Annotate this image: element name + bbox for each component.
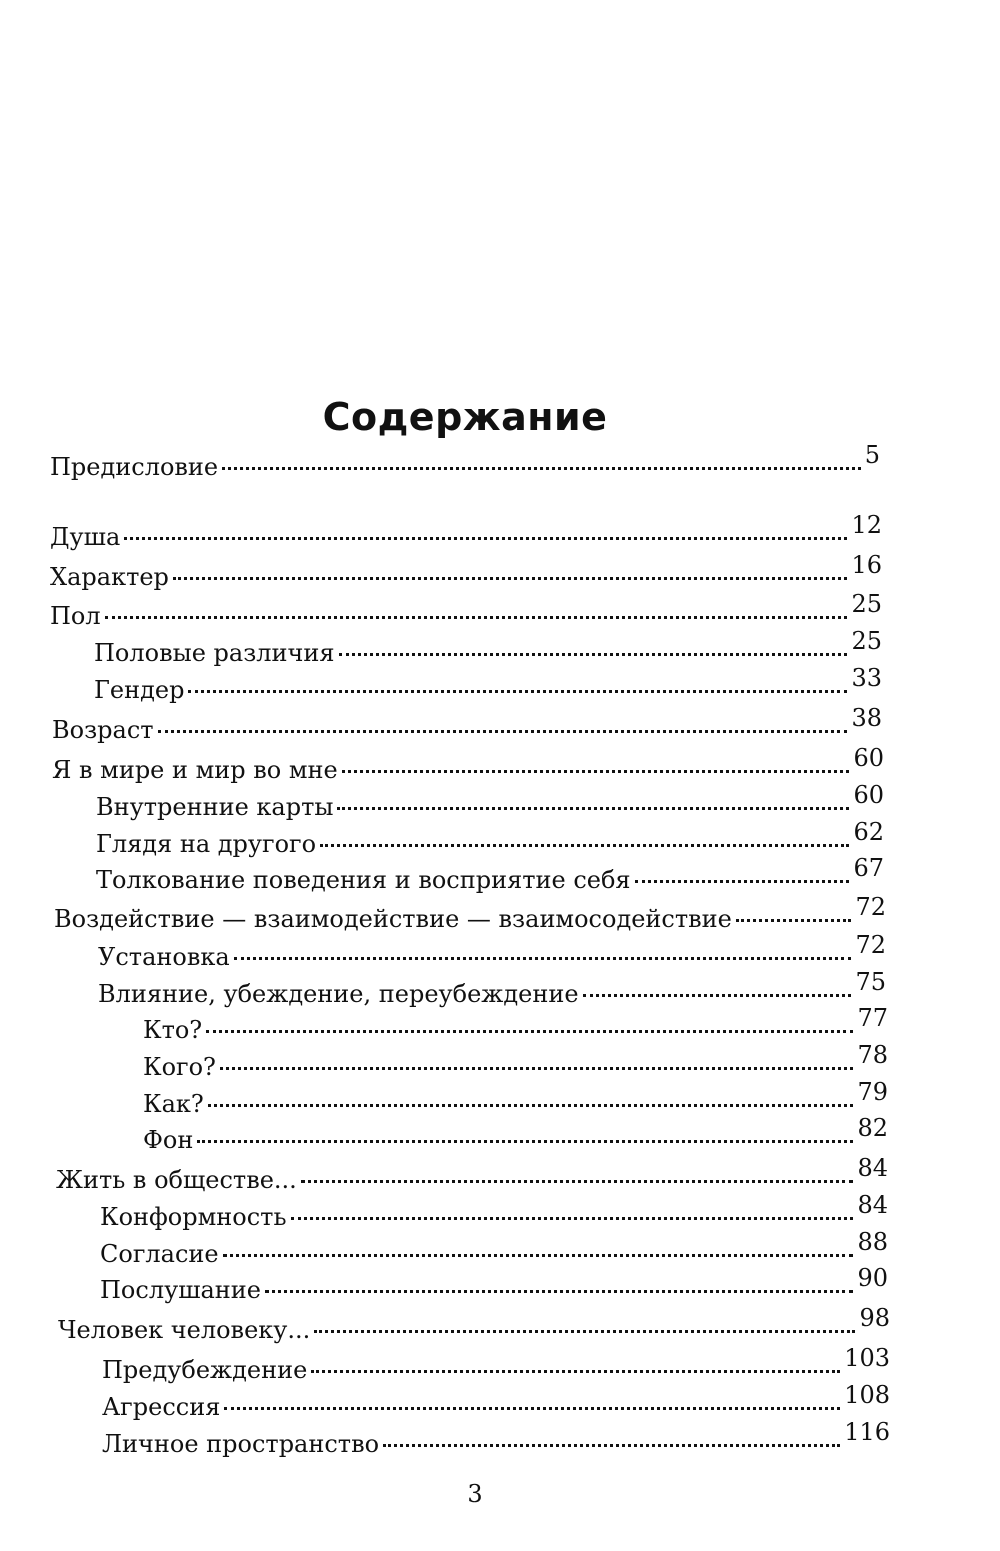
toc-entry-page: 116 xyxy=(844,1418,890,1446)
toc-entry-label: Глядя на другого xyxy=(96,830,317,858)
toc-entry-page: 82 xyxy=(857,1114,888,1142)
toc-entry-page: 72 xyxy=(855,893,886,921)
toc-entry-conformity[interactable] xyxy=(100,1191,888,1234)
toc-entry-page: 5 xyxy=(864,441,880,469)
toc-entry-page: 103 xyxy=(844,1344,890,1372)
toc-entry-label: Внутренние карты xyxy=(96,793,334,821)
toc-entry-label: Толкование поведения и восприятие себя xyxy=(96,866,631,894)
toc-entry-who[interactable] xyxy=(143,1004,888,1047)
toc-entry-page: 108 xyxy=(844,1381,890,1409)
toc-entry-behavior-interpretation[interactable] xyxy=(96,854,884,897)
toc-entry-man-to-man[interactable] xyxy=(58,1304,890,1347)
dot-leader xyxy=(158,730,848,733)
toc-entry-page: 75 xyxy=(855,968,886,996)
toc-entry-personal-space[interactable] xyxy=(102,1418,890,1461)
toc-entry-page: 90 xyxy=(857,1264,888,1292)
toc-entry-label: Как? xyxy=(143,1090,204,1118)
dot-leader xyxy=(339,653,848,656)
toc-entry-label: Душа xyxy=(50,523,121,551)
toc-entry-page: 84 xyxy=(857,1191,888,1219)
toc-entry-how[interactable] xyxy=(143,1078,888,1121)
toc-entry-page: 25 xyxy=(851,590,882,618)
toc-entry-label: Влияние, убеждение, переубеждение xyxy=(98,980,579,1008)
toc-entry-prejudice[interactable] xyxy=(102,1344,890,1387)
toc-entry-influence-interaction[interactable] xyxy=(54,893,886,936)
toc-entry-label: Кто? xyxy=(143,1016,203,1044)
toc-entry-label: Гендер xyxy=(94,676,185,704)
toc-entry-label: Жить в обществе... xyxy=(56,1166,297,1194)
toc-entry-label: Личное пространство xyxy=(102,1430,380,1458)
toc-entry-gender[interactable] xyxy=(94,664,882,707)
dot-leader xyxy=(220,1067,854,1070)
toc-entry-label: Послушание xyxy=(100,1276,262,1304)
dot-leader xyxy=(197,1140,853,1143)
dot-leader xyxy=(301,1180,854,1183)
dot-leader xyxy=(314,1330,855,1333)
toc-entry-label: Агрессия xyxy=(102,1393,221,1421)
toc-entry-page: 67 xyxy=(853,854,884,882)
toc-entry-whom[interactable] xyxy=(143,1041,888,1084)
dot-leader xyxy=(383,1444,840,1447)
toc-entry-label: Установка xyxy=(98,943,230,971)
toc-entry-label: Воздействие — взаимодействие — взаимосодействие xyxy=(54,905,732,933)
toc-entry-persuasion[interactable] xyxy=(98,968,886,1011)
dot-leader xyxy=(736,919,852,922)
toc-entry-page: 62 xyxy=(853,818,884,846)
toc-entry-label: Кого? xyxy=(143,1053,216,1081)
dot-leader xyxy=(105,616,848,619)
dot-leader xyxy=(224,1407,840,1410)
toc-entry-soul[interactable] xyxy=(50,511,882,554)
toc-entry-living-in-society[interactable] xyxy=(56,1154,888,1197)
dot-leader xyxy=(223,1254,854,1257)
toc-entry-label: Я в мире и мир во мне xyxy=(52,756,338,784)
toc-entry-page: 98 xyxy=(859,1304,890,1332)
toc-entry-page: 84 xyxy=(857,1154,888,1182)
toc-entry-page: 16 xyxy=(851,551,882,579)
toc-entry-label: Половые различия xyxy=(94,639,335,667)
toc-entry-label: Предубеждение xyxy=(102,1356,308,1384)
dot-leader xyxy=(635,880,850,883)
toc-entry-looking-at-other[interactable] xyxy=(96,818,884,861)
toc-entry-age[interactable] xyxy=(52,704,882,747)
toc-entry-label: Пол xyxy=(50,602,101,630)
toc-entry-page: 25 xyxy=(851,627,882,655)
toc-entry-attitude[interactable] xyxy=(98,931,886,974)
toc-entry-label: Согласие xyxy=(100,1240,219,1268)
toc-entry-label: Конформность xyxy=(100,1203,287,1231)
dot-leader xyxy=(291,1217,854,1220)
toc-entry-page: 60 xyxy=(853,781,884,809)
toc-entry-label: Фон xyxy=(143,1126,194,1154)
toc-entry-character[interactable] xyxy=(50,551,882,594)
toc-entry-page: 78 xyxy=(857,1041,888,1069)
dot-leader xyxy=(206,1030,853,1033)
dot-leader xyxy=(208,1104,854,1107)
toc-entry-page: 77 xyxy=(857,1004,888,1032)
dot-leader xyxy=(342,770,850,773)
toc-entry-label: Человек человеку... xyxy=(58,1316,311,1344)
toc-entry-aggression[interactable] xyxy=(102,1381,890,1424)
toc-entry-obedience[interactable] xyxy=(100,1264,888,1307)
toc-entry-consent[interactable] xyxy=(100,1228,888,1271)
dot-leader xyxy=(124,537,847,540)
toc-entry-page: 33 xyxy=(851,664,882,692)
dot-leader xyxy=(173,577,848,580)
toc-entry-sex-differences[interactable] xyxy=(94,627,882,670)
toc-entry-background[interactable] xyxy=(143,1114,888,1157)
dot-leader xyxy=(222,467,861,470)
dot-leader xyxy=(188,690,847,693)
page-number: 3 xyxy=(467,1480,483,1508)
toc-entry-inner-maps[interactable] xyxy=(96,781,884,824)
toc-entry-label: Характер xyxy=(50,563,169,591)
toc-entry-page: 88 xyxy=(857,1228,888,1256)
dot-leader xyxy=(583,994,852,997)
dot-leader xyxy=(234,957,852,960)
dot-leader xyxy=(311,1370,840,1373)
dot-leader xyxy=(320,844,849,847)
toc-entry-page: 72 xyxy=(855,931,886,959)
toc-entry-page: 60 xyxy=(853,744,884,772)
dot-leader xyxy=(265,1290,853,1293)
toc-entry-page: 38 xyxy=(851,704,882,732)
toc-entry-me-in-world[interactable] xyxy=(52,744,884,787)
toc-entry-preface[interactable] xyxy=(50,441,880,484)
toc-entry-label: Предисловие xyxy=(50,453,219,481)
page-title: Содержание xyxy=(322,395,608,440)
dot-leader xyxy=(337,807,849,810)
toc-entry-page: 12 xyxy=(851,511,882,539)
toc-entry-page: 79 xyxy=(857,1078,888,1106)
toc-entry-sex[interactable] xyxy=(50,590,882,633)
toc-entry-label: Возраст xyxy=(52,716,154,744)
